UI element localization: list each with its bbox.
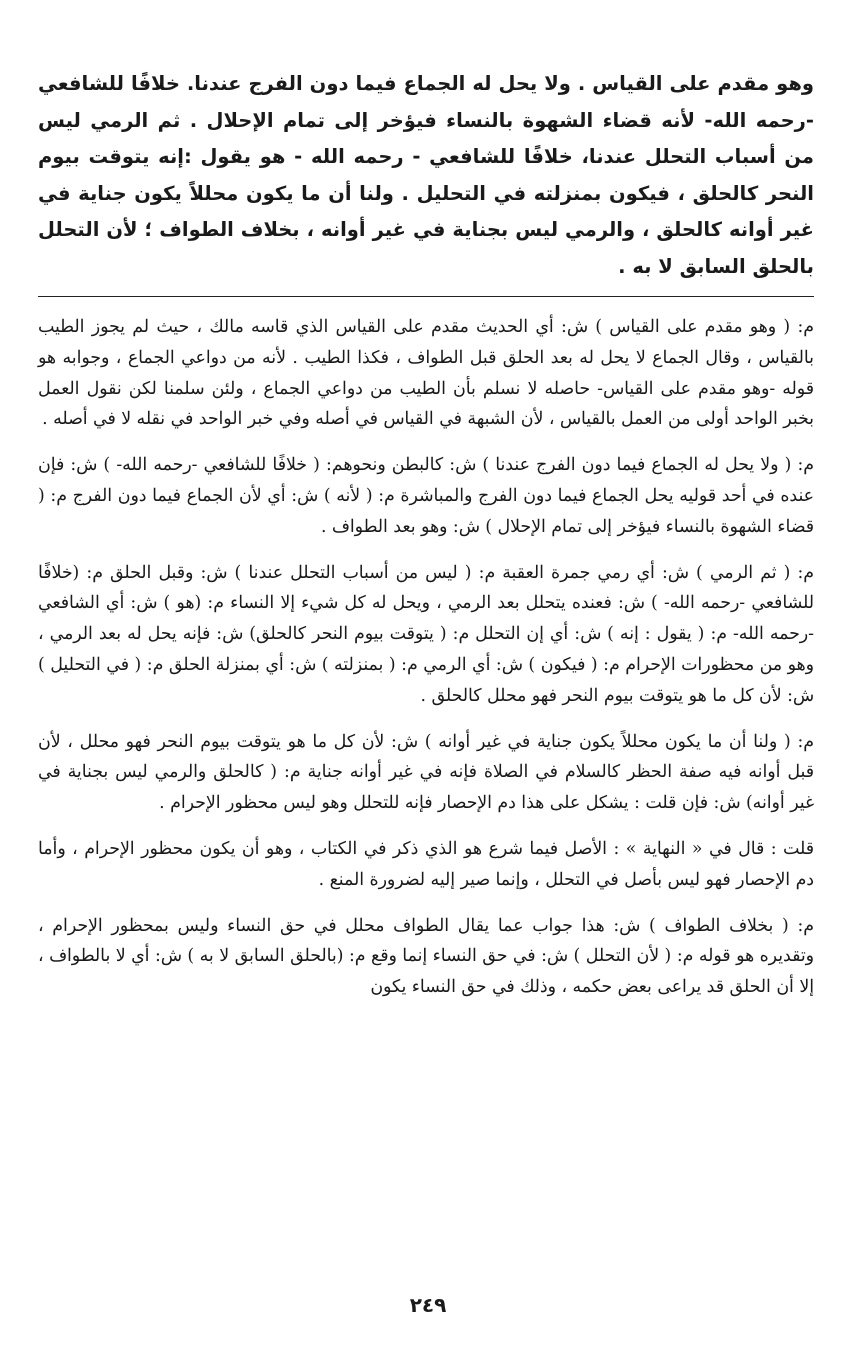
footnote-divider: [38, 296, 814, 297]
main-text: وهو مقدم على القياس . ولا يحل له الجماع فيما دون الفرج عندنا. خلافًا للشافعي -رحمه الله- لأنه قضاء الشهوة بالنساء فيؤخر إلى تمام الإحلال . ثم الرمي ليس من أسباب التحلل عندنا، خلافًا للشافعي - رحمه الله - هو يقول :إنه يتوقت بيوم النحر كالحلق ، فيكون بمنزلته في التحليل . ولنا أن ما يكون محللاً يكون جناية في غير أوانه كالحلق ، والرمي ليس بجناية في غير أوانه ، بخلاف الطواف ؛ لأن التحلل بالحلق السابق لا به .: [38, 72, 814, 278]
commentary: [38, 312, 814, 1003]
page-number: ٢٤٩: [409, 1293, 447, 1317]
commentary-paragraph: قلت : قال في « النهاية » : الأصل فيما شرع هو الذي ذكر في الكتاب ، وهو أن يكون محظور الإحرام ، وأما دم الإحصار فهو ليس بأصل في التحلل ، وإنما صير إليه لضرورة المنع .: [38, 838, 814, 890]
commentary-paragraph: م: ( ولنا أن ما يكون محللاً يكون جناية في غير أوانه ) ش: لأن كل ما هو يتوقت بيوم النحر فهو محلل ، لأن قبل أوانه فيه صفة الحظر كالسلام في الصلاة فإنه في غير أوانه جناية م: ( كالحلق والرمي ليس بجناية في غير أوانه) ش: فإن قلت : يشكل على هذا دم الإحصار فإنه للتحلل وهو ليس محظور الإحرام .: [38, 731, 814, 814]
commentary-paragraph: م: ( بخلاف الطواف ) ش: هذا جواب عما يقال الطواف محلل في حق النساء وليس بمحظور الإحرام ، وتقديره هو قوله م: ( لأن التحلل ) ش: في حق النساء إنما وقع م: (بالحلق السابق لا به ) ش: أي لا بالطواف ، إلا أن الحلق قد يراعى بعض حكمه ، وذلك في حق النساء يكون: [38, 915, 814, 998]
commentary-paragraph: م: ( وهو مقدم على القياس ) ش: أي الحديث مقدم على القياس الذي قاسه مالك ، حيث لم يجوز الطيب بالقياس ، وقال الجماع لا يحل له بعد الحلق قبل الطواف ، فكذا الطيب . لأنه من دواعي الجماع ، وجوابه هو قوله -وهو مقدم على القياس- حاصله لا نسلم بأن الطيب من دواعي الجماع ، ولئن سلمنا لكن نقول العمل بخبر الواحد أولى من العمل بالقياس ، لأن الشبهة في القياس في أصله وفي خبر الواحد في نقله لا في أصله .: [38, 317, 814, 430]
commentary-paragraph: م: ( ولا يحل له الجماع فيما دون الفرج عندنا ) ش: كالبطن ونحوهم: ( خلافًا للشافعي -رحمه الله- ) ش: فإن عنده في أحد قوليه يحل الجماع فيما دون الفرج والمباشرة م: ( لأنه ) ش: أي لأن الجماع فيما دون الفرج م: ( قضاء الشهوة بالنساء فيؤخر إلى تمام الإحلال ) ش: وهو بعد الطواف .: [38, 455, 814, 537]
commentary-paragraph: م: ( ثم الرمي ) ش: أي رمي جمرة العقبة م: ( ليس من أسباب التحلل عندنا ) ش: وقبل الحلق م: (خلافًا للشافعي -رحمه الله- ) ش: فعنده يتحلل بعد الرمي ، ويحل له كل شيء إلا النساء م: (هو ) ش: أي الشافعي -رحمه الله- م: ( يقول : إنه ) ش: أي إن التحلل م: ( يتوقت بيوم النحر كالحلق) ش: فإنه يحل له بعد الرمي ، وهو من محظورات الإحرام م: ( فيكون ) ش: أي الرمي م: ( بمنزلته ) ش: أي بمنزلة الحلق م: ( في التحليل ) ش: لأن كل ما هو يتوقت بيوم النحر فهو محلل كالحلق .: [38, 562, 814, 706]
